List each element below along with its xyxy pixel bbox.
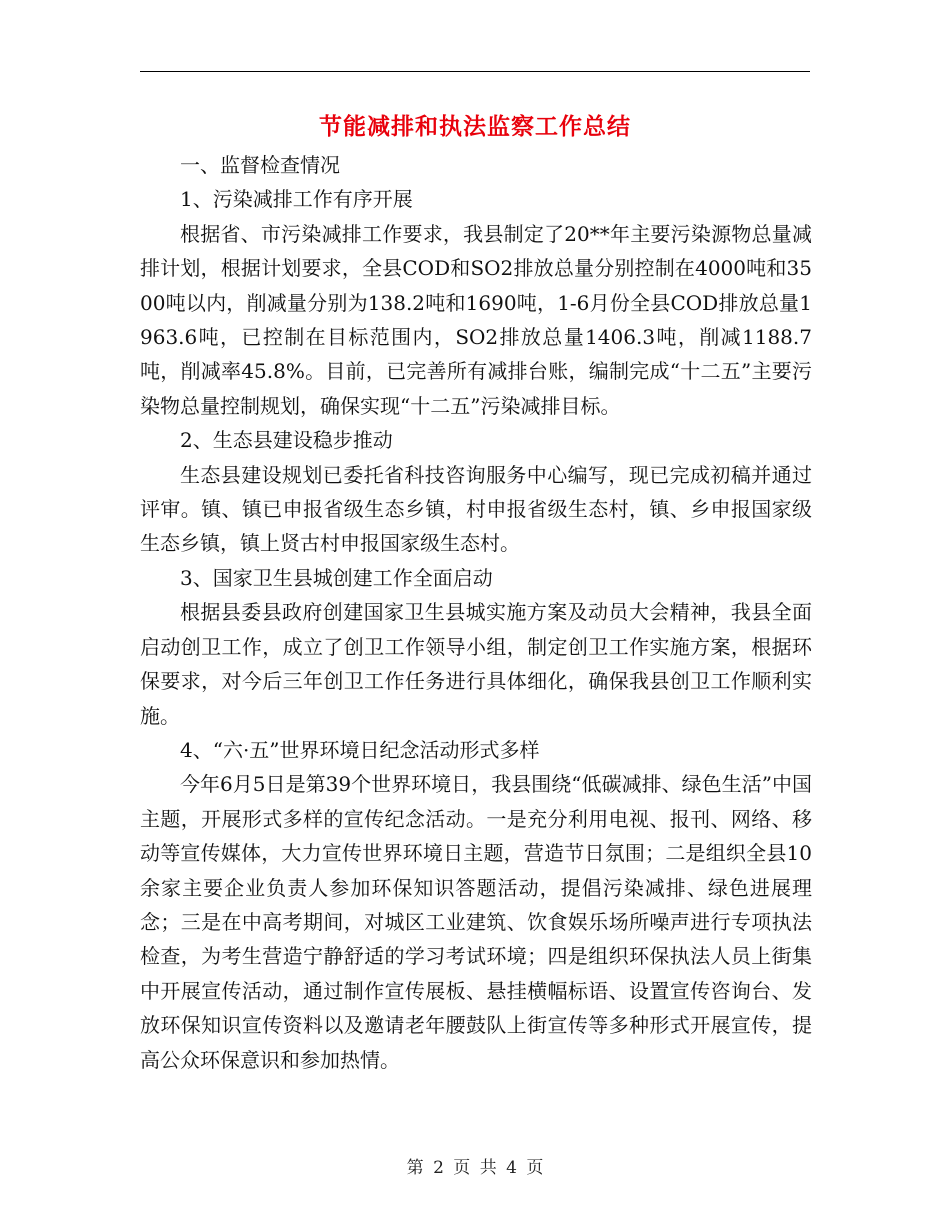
subsection-heading: 4、“六·五”世界环境日纪念活动形式多样 xyxy=(180,737,540,762)
header-rule xyxy=(140,71,810,72)
paragraph: 根据省、市污染减排工作要求，我县制定了20**年主要污染源物总量减排计划，根据计划要求，全县COD和SO2排放总量分别控制在4000吨和3500吨以内，削减量分别为138.2吨和1690吨，1-6月份全县COD排放总量1963.6吨，已控制在目标范围内，SO2排放总量1406.3吨，削减1188.7吨，削减率45.8%。目前，已完善所有减排台账，编制完成“十二五”主要污染物总量控制规划，确保实现“十二五”污染减排目标。 xyxy=(140,221,812,418)
subsection-heading: 3、国家卫生县城创建工作全面启动 xyxy=(180,565,493,590)
paragraph: 今年6月5日是第39个世界环境日，我县围绕“低碳减排、绿色生活”中国主题，开展形式多样的宣传纪念活动。一是充分利用电视、报刊、网络、移动等宣传媒体，大力宣传世界环境日主题，营造节日氛围；二是组织全县10余家主要企业负责人参加环保知识答题活动，提倡污染减排、绿色进展理念；三是在中高考期间，对城区工业建筑、饮食娱乐场所噪声进行专项执法检查，为考生营造宁静舒适的学习考试环境；四是组织环保执法人员上街集中开展宣传活动，通过制作宣传展板、悬挂横幅标语、设置宣传咨询台、发放环保知识宣传资料以及邀请老年腰鼓队上街宣传等多种形式开展宣传，提高公众环保意识和参加热情。 xyxy=(140,772,812,1072)
subsection-heading: 2、生态县建设稳步推动 xyxy=(180,428,393,453)
document-body xyxy=(140,148,812,1077)
page-number: 第 2 页 共 4 页 xyxy=(406,1158,544,1178)
paragraph: 生态县建设规划已委托省科技咨询服务中心编写，现已完成初稿并通过评审。镇、镇已申报省级生态乡镇，村申报省级生态村，镇、乡申报国家级生态乡镇，镇上贤古村申报国家级生态村。 xyxy=(140,462,812,556)
paragraph: 根据县委县政府创建国家卫生县城实施方案及动员大会精神，我县全面启动创卫工作，成立了创卫工作领导小组，制定创卫工作实施方案，根据环保要求，对今后三年创卫工作任务进行具体细化，确保我县创卫工作顺利实施。 xyxy=(140,600,812,728)
document-title: 节能减排和执法监察工作总结 xyxy=(319,113,631,140)
subsection-heading: 1、污染减排工作有序开展 xyxy=(180,187,413,212)
section-heading: 一、监督检查情况 xyxy=(180,153,340,177)
